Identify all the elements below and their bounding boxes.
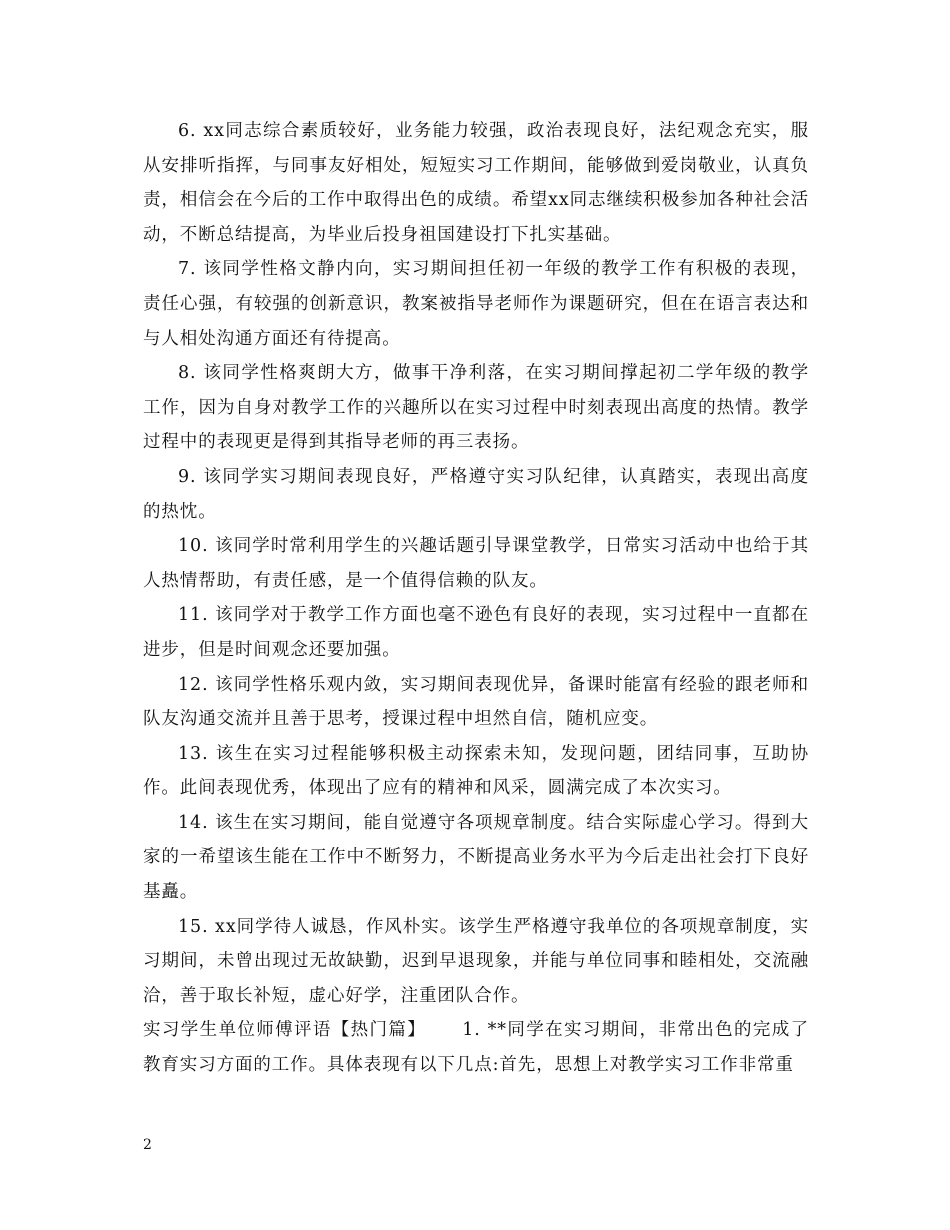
- paragraph-item-14: 14. 该生在实习期间，能自觉遵守各项规章制度。结合实际虚心学习。得到大家的一希望该生能在工作中不断努力，不断提高业务水平为今后走出社会打下良好基矗。: [143, 812, 809, 903]
- paragraph-item-7: 7. 该同学性格文静内向，实习期间担任初一年级的教学工作有积极的表现，责任心强，有较强的创新意识，教案被指导老师作为课题研究，但在在语言表达和与人相处沟通方面还有待提高。: [143, 259, 809, 349]
- paragraph-item-9: 9. 该同学实习期间表现良好，严格遵守实习队纪律，认真踏实，表现出高度的热忱。: [143, 466, 809, 522]
- paragraph-item-8: 8. 该同学性格爽朗大方，做事干净利落，在实习期间撑起初二学年级的教学工作，因为自身对教学工作的兴趣所以在实习过程中时刻表现出高度的热情。教学过程中的表现更是得到其指导老师的再三表扬。: [143, 363, 809, 453]
- section-paragraph: [143, 1013, 809, 1082]
- section-first-item: 1. **同学在实习期间，非常出色的完成了教育实习方面的工作。具体表现有以下几点:首先，思想上对教学实习工作非常重: [143, 1020, 809, 1076]
- paragraph-item-6: 6. xx同志综合素质较好，业务能力较强，政治表现良好，法纪观念充实，服从安排听指挥，与同事友好相处，短短实习工作期间，能够做到爱岗敬业，认真负责，相信会在今后的工作中取得出色的成绩。希望xx同志继续积极参加各种社会活动，不断总结提高，为毕业后投身祖国建设打下扎实基础。: [143, 121, 809, 245]
- paragraph-item-12: 12. 该同学性格乐观内敛，实习期间表现优异，备课时能富有经验的跟老师和队友沟通交流并且善于思考，授课过程中坦然自信，随机应变。: [143, 674, 809, 730]
- paragraph-item-11: 11. 该同学对于教学工作方面也毫不逊色有良好的表现，实习过程中一直都在进步，但是时间观念还要加强。: [143, 605, 809, 660]
- paragraph-item-13: 13. 该生在实习过程能够积极主动探索未知，发现问题，团结同事，互助协作。此间表现优秀，体现出了应有的精神和风采，圆满完成了本次实习。: [143, 743, 809, 799]
- body-text: [143, 114, 809, 1083]
- paragraph-item-15: 15. xx同学待人诚恳，作风朴实。该学生严格遵守我单位的各项规章制度，实习期间，未曾出现过无故缺勤，迟到早退现象，并能与单位同事和睦相处，交流融洽，善于取长补短，虚心好学，注重团队合作。: [143, 916, 809, 1006]
- section-heading: 实习学生单位师傅评语【热门篇】: [143, 1020, 427, 1041]
- paragraph-item-10: 10. 该同学时常利用学生的兴趣话题引导课堂教学，日常实习活动中也给于其人热情帮助，有责任感，是一个值得信赖的队友。: [143, 536, 809, 591]
- page-number: 2: [143, 1137, 152, 1153]
